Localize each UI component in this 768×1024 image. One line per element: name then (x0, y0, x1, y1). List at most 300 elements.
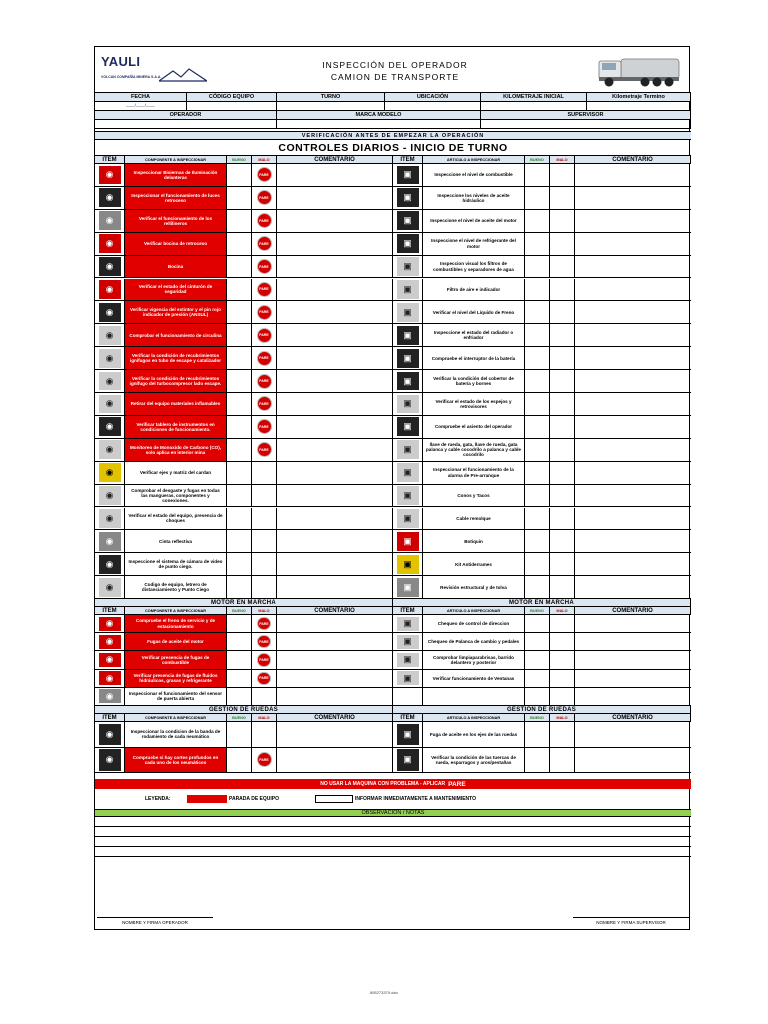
item-cell (393, 553, 423, 575)
malo-checkbox[interactable] (550, 347, 575, 369)
col-malo: MALO (550, 714, 575, 722)
malo-checkbox[interactable] (550, 210, 575, 232)
info-value-field[interactable] (187, 102, 276, 110)
comment-field[interactable] (575, 393, 691, 415)
bueno-checkbox[interactable] (227, 370, 252, 392)
checklist-row (393, 256, 691, 279)
malo-checkbox[interactable] (550, 553, 575, 575)
column-header (95, 714, 691, 722)
observation-line[interactable] (95, 837, 691, 847)
bueno-checkbox[interactable] (227, 279, 252, 301)
item-cell (393, 370, 423, 392)
col-item: ITEM (95, 156, 125, 164)
malo-checkbox[interactable] (252, 439, 277, 461)
legend-red-swatch (187, 795, 227, 803)
pre-start-alarm-icon: ▣ (397, 463, 419, 482)
section-ruedas: GESTIÓN DE RUEDAS (393, 706, 691, 714)
bueno-checkbox[interactable] (525, 416, 550, 438)
bueno-checkbox[interactable] (525, 393, 550, 415)
bueno-checkbox[interactable] (525, 553, 550, 575)
hydraulic-leak-icon: ◉ (99, 671, 121, 685)
malo-checkbox[interactable] (550, 651, 575, 668)
checklist-row (95, 439, 393, 462)
item-description: llave de rueda, gata, llave de rueda, gata palanca y cable cocodrilo a palanca y cable cocodrilo (423, 439, 525, 461)
item-cell (393, 530, 423, 552)
malo-checkbox[interactable] (550, 256, 575, 278)
checklist-row (393, 324, 691, 347)
bueno-checkbox[interactable] (227, 439, 252, 461)
malo-checkbox[interactable] (252, 256, 277, 278)
controls-title: CONTROLES DIARIOS - INICIO DE TURNO (95, 140, 691, 156)
bueno-checkbox[interactable] (525, 633, 550, 650)
comment-field[interactable] (277, 553, 393, 575)
comment-field[interactable] (575, 416, 691, 438)
comment-field[interactable] (575, 164, 691, 186)
checklist-row (393, 615, 691, 633)
item-cell (393, 279, 423, 301)
malo-checkbox[interactable] (252, 347, 277, 369)
comment-field[interactable] (277, 439, 393, 461)
checklist-row (393, 670, 691, 688)
malo-checkbox[interactable] (550, 485, 575, 507)
fuel-leak-icon: ◉ (99, 653, 121, 667)
bueno-checkbox[interactable] (525, 164, 550, 186)
malo-checkbox[interactable] (550, 187, 575, 209)
no-usar-text: NO USAR LA MAQUINA CON PROBLEMA - APLICAR (320, 781, 446, 787)
item-description: Codigo de equipo, letrero de distanciamiento y Punto Ciego (125, 576, 227, 598)
malo-checkbox[interactable] (252, 508, 277, 530)
info2-col-2 (277, 111, 481, 128)
mirror-icon: ▣ (397, 395, 419, 414)
bueno-checkbox[interactable] (525, 210, 550, 232)
stop-sign-icon: PARE (257, 213, 272, 228)
item-description: Verificar la condición del cobertor de batería y bornes (423, 370, 525, 392)
comment-field[interactable] (575, 688, 691, 705)
comment-field[interactable] (277, 633, 393, 650)
checklist-row (393, 393, 691, 416)
item-description (423, 688, 525, 705)
legend-white-text: INFORMAR INMEDIATAMENTE A MANTENIMIENTO (355, 796, 477, 802)
section-ruedas: GESTIÓN DE RUEDAS (95, 706, 393, 714)
info2-label: MARCA MODELO (277, 111, 480, 120)
checklist-row (95, 370, 393, 393)
malo-checkbox[interactable] (252, 233, 277, 255)
item-description: Verificar la condición de las tuercas de rueda, esparragos y aros/pestañas (423, 748, 525, 773)
bueno-checkbox[interactable] (227, 633, 252, 650)
item-cell (95, 164, 125, 186)
bueno-checkbox[interactable] (227, 615, 252, 632)
comment-field[interactable] (277, 370, 393, 392)
comment-field[interactable] (277, 164, 393, 186)
comment-field[interactable] (575, 615, 691, 632)
bueno-checkbox[interactable] (227, 324, 252, 346)
comment-field[interactable] (575, 210, 691, 232)
item-description: Verificar tablero de instrumentos en condiciones de funcionamiento. (125, 416, 227, 438)
bueno-checkbox[interactable] (525, 462, 550, 484)
comment-field[interactable] (277, 748, 393, 773)
stop-sign-icon: PARE (257, 419, 272, 434)
comment-field[interactable] (575, 748, 691, 773)
comment-field[interactable] (277, 301, 393, 323)
info-value-field[interactable] (587, 102, 690, 110)
col-item: ITEM (95, 714, 125, 722)
info-value-field[interactable] (481, 102, 586, 110)
bueno-checkbox[interactable] (227, 301, 252, 323)
bueno-checkbox[interactable] (525, 485, 550, 507)
radiator-icon: ▣ (397, 326, 419, 345)
info2-value-field[interactable] (95, 120, 276, 128)
malo-checkbox[interactable] (252, 301, 277, 323)
col-malo: MALO (550, 156, 575, 164)
item-description: Comprobar el funcionamiento de circulina (125, 324, 227, 346)
bueno-checkbox[interactable] (227, 485, 252, 507)
col-comp: COMPONENTE A INSPECCIONAR (125, 156, 227, 164)
legend-white-swatch (315, 795, 353, 803)
col-comentario: COMENTARIO (277, 714, 393, 722)
stop-sign-icon: PARE (257, 351, 272, 366)
checklist-row (95, 347, 393, 370)
col-art: ARTICULO A INSPECCIONAR (423, 714, 525, 722)
bueno-checkbox[interactable] (227, 393, 252, 415)
comment-field[interactable] (575, 233, 691, 255)
comment-field[interactable] (277, 324, 393, 346)
bueno-checkbox[interactable] (227, 553, 252, 575)
comment-field[interactable] (575, 370, 691, 392)
comment-field[interactable] (575, 553, 691, 575)
bueno-checkbox[interactable] (227, 576, 252, 598)
info-col-1 (95, 93, 187, 110)
observation-line[interactable] (95, 827, 691, 837)
checklist-row (393, 462, 691, 485)
tow-cable-icon: ▣ (397, 509, 419, 528)
item-description: Verificar el estado del cinturón de seguridad (125, 279, 227, 301)
comment-field[interactable] (277, 615, 393, 632)
bueno-checkbox[interactable] (525, 301, 550, 323)
item-description: Bocina (125, 256, 227, 278)
bueno-checkbox[interactable] (227, 688, 252, 705)
col-bueno: BUENO (227, 156, 252, 164)
observation-line[interactable] (95, 847, 691, 857)
malo-checkbox[interactable] (252, 670, 277, 687)
comment-field[interactable] (575, 530, 691, 552)
malo-checkbox[interactable] (550, 233, 575, 255)
malo-checkbox[interactable] (550, 301, 575, 323)
info2-label: SUPERVISOR (481, 111, 690, 120)
checklist-row (393, 688, 691, 706)
observation-line[interactable] (95, 817, 691, 827)
comment-field[interactable] (575, 347, 691, 369)
comment-field[interactable] (575, 508, 691, 530)
comment-field[interactable] (277, 576, 393, 598)
stop-sign-icon: PARE (257, 635, 270, 648)
comment-field[interactable] (277, 688, 393, 705)
bueno-checkbox[interactable] (525, 347, 550, 369)
stop-sign-icon: PARE (257, 190, 272, 205)
beacon-icon: ◉ (99, 326, 121, 345)
item-description: Verificar el estado del equipo, presencia de choques (125, 508, 227, 530)
comment-field[interactable] (277, 187, 393, 209)
item-cell (393, 347, 423, 369)
coolant-icon: ▣ (397, 234, 419, 253)
bueno-checkbox[interactable] (525, 324, 550, 346)
malo-checkbox[interactable] (252, 279, 277, 301)
malo-checkbox[interactable] (252, 530, 277, 552)
bueno-checkbox[interactable] (525, 508, 550, 530)
comment-field[interactable] (277, 670, 393, 687)
malo-checkbox[interactable] (252, 462, 277, 484)
col-comentario: COMENTARIO (277, 607, 393, 615)
malo-checkbox[interactable] (252, 722, 277, 747)
bueno-checkbox[interactable] (227, 416, 252, 438)
malo-checkbox[interactable] (252, 164, 277, 186)
checklist-row (95, 633, 393, 651)
col-item: ITEM (393, 607, 423, 615)
item-cell (393, 615, 423, 632)
pedal-icon: ▣ (397, 635, 419, 649)
comment-field[interactable] (277, 508, 393, 530)
comment-field[interactable] (575, 256, 691, 278)
comment-field[interactable] (277, 210, 393, 232)
hydraulic-tank-icon: ▣ (397, 188, 419, 207)
malo-checkbox[interactable] (550, 508, 575, 530)
malo-checkbox[interactable] (252, 393, 277, 415)
stop-sign-icon: PARE (257, 672, 270, 685)
malo-checkbox[interactable] (550, 576, 575, 598)
item-cell (95, 233, 125, 255)
comment-field[interactable] (277, 722, 393, 747)
item-description: Inspeccion visual los filtros de combustibles y separadores de agua (423, 256, 525, 278)
checklist-row (393, 416, 691, 439)
comment-field[interactable] (575, 324, 691, 346)
col-malo: MALO (252, 156, 277, 164)
malo-checkbox[interactable] (550, 670, 575, 687)
stop-sign-icon: PARE (257, 374, 272, 389)
bueno-checkbox[interactable] (525, 279, 550, 301)
checklist-row (95, 324, 393, 347)
info2-value-field[interactable] (277, 120, 480, 128)
malo-checkbox[interactable] (252, 576, 277, 598)
bueno-checkbox[interactable] (525, 370, 550, 392)
malo-checkbox[interactable] (550, 164, 575, 186)
bueno-checkbox[interactable] (227, 347, 252, 369)
item-cell (393, 485, 423, 507)
comment-field[interactable] (277, 530, 393, 552)
bueno-checkbox[interactable] (525, 651, 550, 668)
bueno-checkbox[interactable] (227, 256, 252, 278)
bueno-checkbox[interactable] (227, 233, 252, 255)
checklist-row (95, 508, 393, 531)
bueno-checkbox[interactable] (227, 164, 252, 186)
comment-field[interactable] (575, 462, 691, 484)
malo-checkbox[interactable] (550, 615, 575, 632)
item-description: Filtro de aire e indicador (423, 279, 525, 301)
comment-field[interactable] (575, 576, 691, 598)
bueno-checkbox[interactable] (525, 748, 550, 773)
comment-field[interactable] (277, 256, 393, 278)
malo-checkbox[interactable] (550, 393, 575, 415)
comment-field[interactable] (575, 722, 691, 747)
bueno-checkbox[interactable] (525, 233, 550, 255)
wheel-nut-icon: ▣ (397, 724, 419, 746)
bueno-checkbox[interactable] (227, 210, 252, 232)
bueno-checkbox[interactable] (525, 187, 550, 209)
item-description: Chequeo de control de direccion (423, 615, 525, 632)
malo-checkbox[interactable] (550, 688, 575, 705)
comment-field[interactable] (277, 279, 393, 301)
date-field[interactable]: ____/____/____ (126, 101, 155, 107)
col-bueno: BUENO (525, 607, 550, 615)
malo-checkbox[interactable] (252, 324, 277, 346)
bueno-checkbox[interactable] (227, 508, 252, 530)
col-comentario: COMENTARIO (575, 607, 691, 615)
bueno-checkbox[interactable] (227, 651, 252, 668)
bueno-checkbox[interactable] (525, 576, 550, 598)
checklist-row (95, 416, 393, 439)
malo-checkbox[interactable] (252, 370, 277, 392)
col-bueno: BUENO (525, 156, 550, 164)
reflective-tape-icon: ◉ (99, 532, 121, 551)
comment-field[interactable] (575, 651, 691, 668)
stop-sign-icon: PARE (257, 653, 270, 666)
malo-checkbox[interactable] (550, 722, 575, 747)
comment-field[interactable] (575, 633, 691, 650)
info-col-3 (277, 93, 385, 110)
malo-checkbox[interactable] (550, 416, 575, 438)
malo-checkbox[interactable] (252, 688, 277, 705)
bueno-checkbox[interactable] (525, 256, 550, 278)
comment-field[interactable] (575, 279, 691, 301)
comment-field[interactable] (277, 393, 393, 415)
bueno-checkbox[interactable] (525, 670, 550, 687)
bueno-checkbox[interactable] (525, 615, 550, 632)
bueno-checkbox[interactable] (525, 530, 550, 552)
info2-value-field[interactable] (481, 120, 690, 128)
malo-checkbox[interactable] (252, 748, 277, 773)
checklist-row (393, 347, 691, 370)
checklist-row (393, 530, 691, 553)
bueno-checkbox[interactable] (525, 722, 550, 747)
malo-checkbox[interactable] (252, 553, 277, 575)
comment-field[interactable] (277, 462, 393, 484)
air-filter-icon: ▣ (397, 280, 419, 299)
checklist-row (95, 210, 393, 233)
malo-checkbox[interactable] (550, 748, 575, 773)
malo-checkbox[interactable] (550, 633, 575, 650)
malo-checkbox[interactable] (550, 279, 575, 301)
comment-field[interactable] (277, 651, 393, 668)
bueno-checkbox[interactable] (227, 748, 252, 773)
comment-field[interactable] (575, 187, 691, 209)
item-description: Fuga de aceite en los ejes de las ruedas (423, 722, 525, 747)
malo-checkbox[interactable] (252, 416, 277, 438)
item-cell (393, 256, 423, 278)
item-description: Inspeccione el nivel de combustible (423, 164, 525, 186)
malo-checkbox[interactable] (252, 615, 277, 632)
item-cell (95, 508, 125, 530)
no-usar-pare: PARE (448, 780, 466, 788)
stop-sign-icon: PARE (257, 259, 272, 274)
bueno-checkbox[interactable] (227, 462, 252, 484)
malo-checkbox[interactable] (550, 530, 575, 552)
tire-tread-icon: ◉ (99, 724, 121, 746)
comment-field[interactable] (575, 485, 691, 507)
info-col-6 (587, 93, 691, 110)
checklist-row (95, 485, 393, 508)
malo-checkbox[interactable] (252, 187, 277, 209)
item-cell (393, 164, 423, 186)
info-value-field[interactable] (385, 102, 480, 110)
bueno-checkbox[interactable] (525, 688, 550, 705)
inspection-sheet (94, 46, 690, 930)
col-comentario: COMENTARIO (575, 714, 691, 722)
item-description: Inspeccione el sistema de cámara de video de punto ciego. (125, 553, 227, 575)
checklist-row (393, 633, 691, 651)
item-description: Verificar ejes y matriz del cardan (125, 462, 227, 484)
comment-field[interactable] (575, 439, 691, 461)
item-cell (393, 416, 423, 438)
item-cell (95, 688, 125, 705)
item-description: Inspeccione los niveles de aceite hidráulico (423, 187, 525, 209)
item-description: Inspeccionar el funcionamiento de la alarma de Pre-arranque (423, 462, 525, 484)
item-cell (393, 210, 423, 232)
malo-checkbox[interactable] (252, 485, 277, 507)
comment-field[interactable] (277, 485, 393, 507)
malo-checkbox[interactable] (550, 439, 575, 461)
item-cell (393, 651, 423, 668)
instrument-panel-icon: ◉ (99, 417, 121, 436)
col-comentario: COMENTARIO (575, 156, 691, 164)
comment-field[interactable] (277, 416, 393, 438)
info-row-1 (95, 93, 691, 111)
title-line-2: CAMION DE TRANSPORTE (330, 72, 460, 82)
stop-sign-icon: PARE (257, 396, 272, 411)
col-bueno: BUENO (227, 607, 252, 615)
comment-field[interactable] (277, 347, 393, 369)
info-label: CÓDIGO EQUIPO (187, 93, 276, 102)
malo-checkbox[interactable] (550, 370, 575, 392)
malo-checkbox[interactable] (550, 324, 575, 346)
comment-field[interactable] (575, 301, 691, 323)
item-cell (95, 462, 125, 484)
bueno-checkbox[interactable] (525, 439, 550, 461)
item-cell (95, 279, 125, 301)
column-header (95, 156, 691, 164)
malo-checkbox[interactable] (252, 210, 277, 232)
info-value-field[interactable] (277, 102, 384, 110)
checklist-row (393, 279, 691, 302)
info-col-2 (187, 93, 277, 110)
section-motor: MOTOR EN MARCHA (95, 599, 393, 607)
item-cell (95, 748, 125, 773)
brake-fluid-icon: ▣ (397, 303, 419, 322)
checklist-row (393, 748, 691, 774)
bueno-checkbox[interactable] (227, 722, 252, 747)
malo-checkbox[interactable] (252, 651, 277, 668)
bueno-checkbox[interactable] (227, 187, 252, 209)
comment-field[interactable] (277, 233, 393, 255)
item-description: Verificar bocina de retroceso (125, 233, 227, 255)
info2-col-1 (95, 111, 277, 128)
malo-checkbox[interactable] (550, 462, 575, 484)
comment-field[interactable] (575, 670, 691, 687)
bueno-checkbox[interactable] (227, 530, 252, 552)
item-description: Verificar la condición de recubrimientos ignífugos en tubo de escape y catalizador (125, 347, 227, 369)
item-cell (95, 485, 125, 507)
bueno-checkbox[interactable] (227, 670, 252, 687)
stop-sign-icon: PARE (257, 617, 270, 630)
malo-checkbox[interactable] (252, 633, 277, 650)
info-label: UBICACIÓN (385, 93, 480, 102)
